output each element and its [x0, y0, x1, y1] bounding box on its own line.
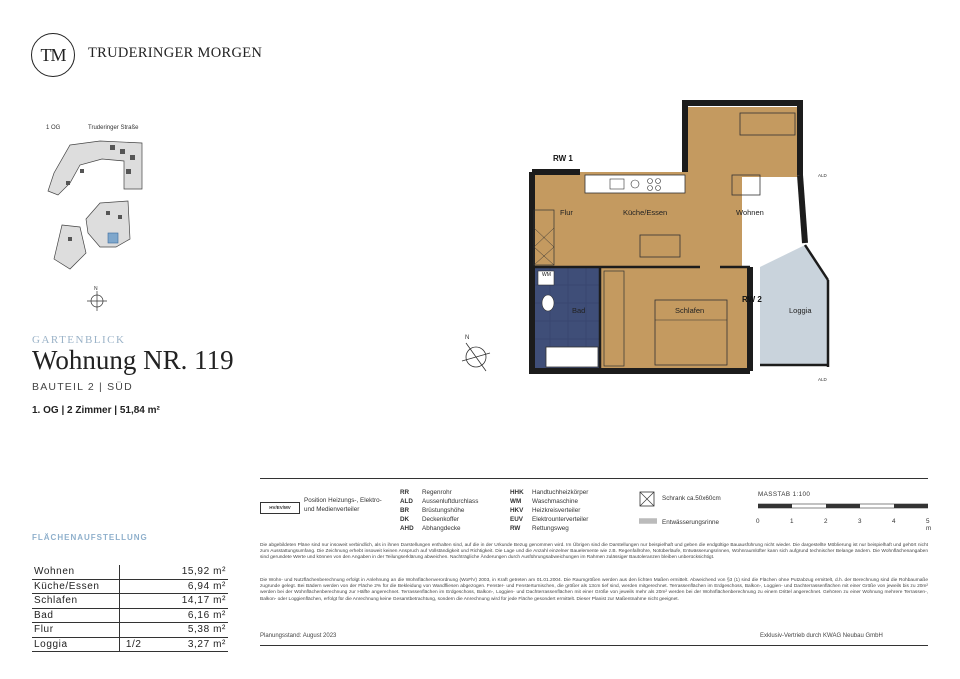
- area-factor: [119, 579, 168, 594]
- area-room: Loggia: [32, 637, 119, 652]
- area-value: 5,38 m²: [168, 623, 228, 638]
- scale-tick: 5 m: [926, 518, 932, 532]
- area-value: 15,92 m²: [168, 565, 228, 579]
- area-row: [32, 608, 228, 623]
- legend-entry: [510, 488, 588, 497]
- legend-abbreviations-2: [510, 488, 588, 533]
- rinne-label: Entwässerungsrinne: [662, 519, 720, 526]
- ald-marker: ALD: [818, 173, 827, 178]
- scale-bar: [758, 502, 928, 512]
- svg-text:N: N: [94, 286, 98, 292]
- legend-entry: [400, 506, 478, 515]
- legend-text: Deckenkoffer: [422, 516, 459, 523]
- area-room: Schlafen: [32, 594, 119, 609]
- area-factor: [119, 623, 168, 638]
- view-label: GARTENBLICK: [32, 334, 126, 346]
- area-factor: [119, 565, 168, 579]
- legend-entry: [400, 515, 478, 524]
- apartment-summary: 1. OG | 2 Zimmer | 51,84 m²: [32, 405, 160, 416]
- scale-tick: 0: [756, 518, 760, 525]
- rw1-marker: RW 1: [553, 154, 573, 163]
- scale-tick: 4: [892, 518, 896, 525]
- floor-plan: [460, 95, 840, 385]
- legend-abbr: EUV: [510, 516, 523, 523]
- room-label-flur: Flur: [560, 208, 573, 217]
- legend-abbr: DK: [400, 516, 410, 523]
- legend-abbreviations-1: [400, 488, 478, 533]
- footer-rule: [260, 645, 928, 646]
- apartment-title: Wohnung NR. 119: [32, 345, 234, 375]
- legend-text: Elektrounterverteiler: [532, 516, 589, 523]
- legend-entry: [510, 497, 588, 506]
- legend-abbr: WM: [510, 498, 522, 505]
- disclaimer-paragraph: Die abgebildeten Pläne sind nur insoweit verbindlich, als in ihnen Darstellungen enthalten sind, auf die in der Urkunde Bezug genommen wird. Im Übrigen sind die Darstellungen nur beispielhaft und geben die endgültige Bauausführung nicht wieder. Die dargestellte Möblierung ist nur beispielhaft und gehört nicht zum Ausstattungsumfang. Die Zeichnung erhebt insoweit keinen Anspruch auf Vollständigkeit und Richtigkeit. Die Lage und die Anzahl einzelner Bauelemente wie z.B. Regenfallrohre, Notüberläufe, Entwässerungsrinnen, Wohnraumlüfter kann sich aufgrund technischer Belange ändern. Die Wohnflächenangaben sind gerundete Werte und können von den Angaben in der Teilungserklärung abweichen. Nachträgliche Änderungen durch Ausführungsabweichungen im Rahmen zulässiger Bautoleranzen bleiben unberücksichtigt.: [260, 543, 928, 561]
- area-room: Flur: [32, 623, 119, 638]
- area-value: 6,94 m²: [168, 579, 228, 594]
- room-label-bad: Bad: [572, 306, 586, 315]
- legend-text: Rettungsweg: [532, 525, 569, 532]
- legend-text: Brüstungshöhe: [422, 507, 465, 514]
- area-table: [32, 565, 228, 652]
- scale-title: MASSTAB 1:100: [758, 491, 811, 498]
- brand-logo: TM: [31, 33, 75, 77]
- area-factor: [119, 608, 168, 623]
- legend-text: Regenrohr: [422, 489, 452, 496]
- legend-abbr: ALD: [400, 498, 413, 505]
- room-label-wohnen: Wohnen: [736, 208, 764, 217]
- legend-text: Abhangdecke: [422, 525, 461, 532]
- legend-abbr: BR: [400, 507, 410, 514]
- legend-entry: [510, 515, 588, 524]
- area-value: 6,16 m²: [168, 608, 228, 623]
- brand-name: TRUDERINGER MORGEN: [88, 45, 263, 61]
- area-room: Wohnen: [32, 565, 119, 579]
- legend-abbr: HKV: [510, 507, 524, 514]
- hv-description: Position Heizungs-, Elektro- und Medienverteiler: [304, 497, 382, 513]
- legend-abbr: RW: [510, 525, 521, 532]
- ald-marker-2: ALD: [818, 377, 827, 382]
- sales-agency: Exklusiv-Vertrieb durch KWAG Neubau GmbH: [760, 633, 883, 639]
- area-row: [32, 594, 228, 609]
- legend-entry: [510, 524, 588, 533]
- legend-abbr: HHK: [510, 489, 524, 496]
- building-section: BAUTEIL 2 | SÜD: [32, 381, 133, 393]
- scale-tick: 3: [858, 518, 862, 525]
- legend-entry: [510, 506, 588, 515]
- hv-box: HV/EV/MV: [260, 502, 300, 514]
- rw2-marker: RW 2: [742, 295, 762, 304]
- area-value: 3,27 m²: [168, 637, 228, 652]
- scale-tick: 2: [824, 518, 828, 525]
- north-arrow: [462, 343, 490, 371]
- legend-text: Handtuchheizkörper: [532, 489, 589, 496]
- wm-marker: WM: [542, 272, 551, 278]
- area-row: [32, 579, 228, 594]
- area-row: [32, 623, 228, 638]
- legend-text: Waschmaschine: [532, 498, 578, 505]
- legend-text: Heizkreisverteiler: [532, 507, 581, 514]
- legend-entry: [400, 524, 478, 533]
- legend-abbr: RR: [400, 489, 410, 496]
- area-value: 14,17 m²: [168, 594, 228, 609]
- area-room: Küche/Essen: [32, 579, 119, 594]
- legend-top-rule: [260, 478, 928, 479]
- street-label: Truderinger Straße: [88, 125, 139, 131]
- area-row: [32, 637, 228, 652]
- legend-text: Aussenluftdurchlass: [422, 498, 479, 505]
- area-factor: [119, 594, 168, 609]
- planning-status: Planungsstand: August 2023: [260, 633, 337, 639]
- scale-tick: 1: [790, 518, 794, 525]
- area-heading: FLÄCHENAUFSTELLUNG: [32, 533, 148, 542]
- legend-entry: [400, 488, 478, 497]
- legend-symbols: [638, 490, 658, 530]
- room-label-loggia: Loggia: [789, 306, 812, 315]
- room-label-schlafen: Schlafen: [675, 306, 705, 315]
- scale-ticks: [756, 518, 932, 532]
- room-label-kueche: Küche/Essen: [623, 208, 668, 217]
- legend-abbr: AHD: [400, 525, 414, 532]
- area-factor: 1/2: [119, 637, 168, 652]
- schrank-label: Schrank ca.50x60cm: [662, 495, 721, 502]
- unit-highlight: [108, 233, 118, 243]
- area-calc-paragraph: Die Wohn- und Nutzflächenberechnung erfolgt in Anlehnung an die Wohnflächenverordnung (WoFlV) 2003, in Kraft getreten am 01.01.2004. Die Raumgrößen werden aus den lichten Maßen ermittelt. Abweichend von §3 (1) sind die Flächen ohne Putzabzug ermittelt, d.h. der Berechnung sind die Rohbaumaße zugrunde gelegt. Bei Bädern werden von der Fläche 2% für die Bekleidung von Wandfliesen abgezogen. Fenster- und Fensterturnischen, die größer als 13cm tief sind, werden mitgerechnet. Terrassenflächen im Erdgeschoss, Balkon-, Loggien- und Dachterrassenflächen mit einer Größe von jeweils bis zu 20m² werden bei der Wohnflächenberechnung zur Hälfte angerechnet. Terrassenflächen im Erdgeschoss, Balkon-, Loggien- und Dachterrassenflächen mit einer Größe von jeweils mehr als 20m² werden bei der Wohnflächenberechnung zu einem Drittel angerechnet. Gehören zu einer Wohnung mehrere Terrassen-, Balkon- oder Loggienflächen, erfolgt für die Anrechnung keine Gesamtbetrachtung, sondern die Anrechnung wird für jede Fläche gesondert ermittelt. Dieser Planist zur Maßentnahme nicht geeignet.: [260, 578, 928, 602]
- site-key-plan: [40, 135, 150, 315]
- area-row: [32, 565, 228, 579]
- legend-entry: [400, 497, 478, 506]
- svg-text:N: N: [465, 335, 470, 341]
- floor-label: 1 OG: [46, 125, 61, 131]
- area-room: Bad: [32, 608, 119, 623]
